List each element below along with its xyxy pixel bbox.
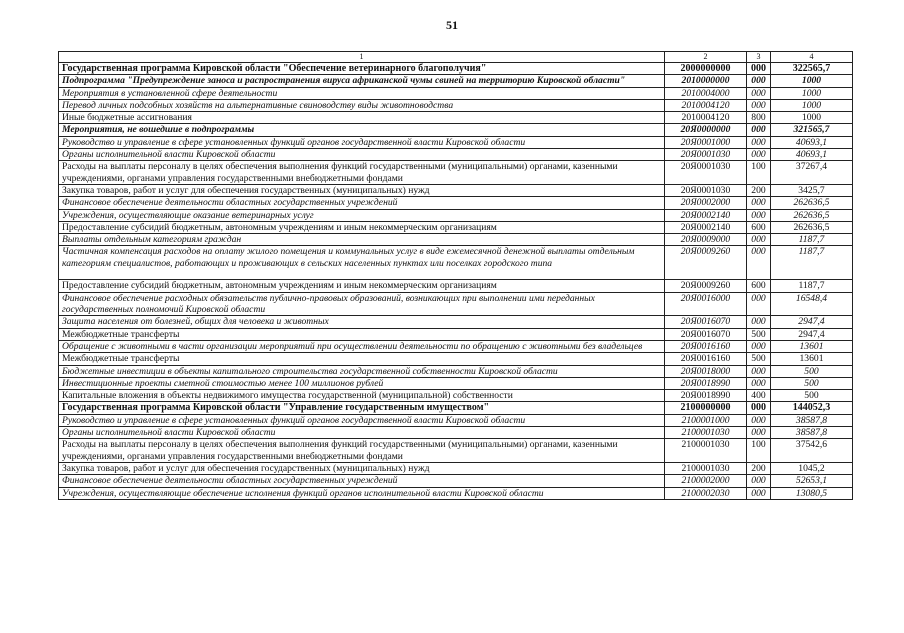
row-name-cell: Учреждения, осуществляющие обеспечение исполнения функций органов исполнительной власти Кировской области	[59, 487, 665, 499]
row-name-cell: Обращение с животными в части организации мероприятий при осуществлении деятельности по обращению с животными без владельцев	[59, 340, 665, 352]
row-amount-cell: 52653,1	[771, 475, 853, 487]
row-name-cell: Финансовое обеспечение деятельности областных государственных учреждений	[59, 475, 665, 487]
row-type-cell: 000	[747, 316, 771, 328]
row-type-cell: 100	[747, 439, 771, 463]
row-name-cell: Мероприятия в установленной сфере деятельности	[59, 87, 665, 99]
row-name-cell: Предоставление субсидий бюджетным, автономным учреждениям и иным некоммерческим организациям	[59, 221, 665, 233]
table-row	[59, 487, 853, 499]
row-amount-cell: 38587,8	[771, 427, 853, 439]
row-amount-cell: 322565,7	[771, 63, 853, 75]
row-amount-cell: 13601	[771, 340, 853, 352]
row-type-cell: 200	[747, 184, 771, 196]
row-type-cell: 200	[747, 462, 771, 474]
row-amount-cell: 40693,1	[771, 136, 853, 148]
row-code-cell: 20Я0001030	[665, 161, 747, 185]
row-type-cell: 000	[747, 136, 771, 148]
table-row	[59, 439, 853, 463]
table-row	[59, 124, 853, 136]
row-type-cell: 000	[747, 377, 771, 389]
row-type-cell: 000	[747, 475, 771, 487]
table-header-row	[59, 52, 853, 63]
row-amount-cell: 13080,5	[771, 487, 853, 499]
row-code-cell: 2100001030	[665, 462, 747, 474]
row-code-cell: 2010004120	[665, 99, 747, 111]
row-type-cell: 100	[747, 161, 771, 185]
table-row	[59, 161, 853, 185]
row-name-cell: Межбюджетные трансферты	[59, 353, 665, 365]
row-type-cell: 000	[747, 149, 771, 161]
header-col-1: 1	[59, 52, 665, 63]
row-name-cell: Учреждения, осуществляющие оказание ветеринарных услуг	[59, 209, 665, 221]
row-type-cell: 000	[747, 209, 771, 221]
table-row	[59, 414, 853, 426]
row-code-cell: 2000000000	[665, 63, 747, 75]
row-type-cell: 400	[747, 390, 771, 402]
row-type-cell: 000	[747, 234, 771, 246]
row-code-cell: 20Я0001000	[665, 136, 747, 148]
row-type-cell: 000	[747, 402, 771, 414]
row-amount-cell: 40693,1	[771, 149, 853, 161]
row-type-cell: 000	[747, 340, 771, 352]
row-amount-cell: 16548,4	[771, 292, 853, 316]
row-name-cell: Финансовое обеспечение расходных обязательств публично-правовых образований, возникающих при выполнении ими переданных государственных полномочий Кировской области	[59, 292, 665, 316]
row-name-cell: Государственная программа Кировской области "Обеспечение ветеринарного благополучия"	[59, 63, 665, 75]
header-col-3: 3	[747, 52, 771, 63]
table-row	[59, 353, 853, 365]
row-type-cell: 000	[747, 99, 771, 111]
row-name-cell: Иные бюджетные ассигнования	[59, 112, 665, 124]
row-code-cell: 20Я0002140	[665, 221, 747, 233]
row-amount-cell: 13601	[771, 353, 853, 365]
row-code-cell: 20Я0016000	[665, 292, 747, 316]
row-type-cell: 000	[747, 246, 771, 280]
row-code-cell: 20Я0009260	[665, 280, 747, 292]
row-amount-cell: 2947,4	[771, 328, 853, 340]
row-code-cell: 20Я0001030	[665, 149, 747, 161]
row-code-cell: 20Я0016070	[665, 328, 747, 340]
row-name-cell: Инвестиционные проекты сметной стоимостью менее 100 миллионов рублей	[59, 377, 665, 389]
budget-table	[58, 51, 853, 500]
row-name-cell: Государственная программа Кировской области "Управление государственным имуществом"	[59, 402, 665, 414]
row-amount-cell: 1000	[771, 87, 853, 99]
row-code-cell: 20Я0009260	[665, 246, 747, 280]
header-col-4: 4	[771, 52, 853, 63]
row-type-cell: 000	[747, 292, 771, 316]
table-row	[59, 340, 853, 352]
row-amount-cell: 262636,5	[771, 209, 853, 221]
row-type-cell: 600	[747, 221, 771, 233]
row-amount-cell: 500	[771, 365, 853, 377]
row-code-cell: 20Я0018000	[665, 365, 747, 377]
row-code-cell: 20Я0002140	[665, 209, 747, 221]
table-row	[59, 87, 853, 99]
row-name-cell: Бюджетные инвестиции в объекты капитального строительства государственной собственности Кировской области	[59, 365, 665, 377]
row-name-cell: Руководство и управление в сфере установленных функций органов государственной власти Кировской области	[59, 136, 665, 148]
row-amount-cell: 1000	[771, 112, 853, 124]
row-type-cell: 500	[747, 328, 771, 340]
table-row	[59, 75, 853, 87]
row-code-cell: 2010004120	[665, 112, 747, 124]
row-amount-cell: 1000	[771, 99, 853, 111]
table-row	[59, 209, 853, 221]
row-code-cell: 2100002030	[665, 487, 747, 499]
row-amount-cell: 1187,7	[771, 234, 853, 246]
table-row	[59, 234, 853, 246]
row-name-cell: Защита населения от болезней, общих для человека и животных	[59, 316, 665, 328]
row-amount-cell: 262636,5	[771, 221, 853, 233]
page-number: 51	[446, 18, 458, 32]
table-row	[59, 402, 853, 414]
row-code-cell: 2100001030	[665, 427, 747, 439]
row-type-cell: 000	[747, 414, 771, 426]
table-row	[59, 149, 853, 161]
row-code-cell: 2010004000	[665, 87, 747, 99]
table-row	[59, 221, 853, 233]
row-name-cell: Межбюджетные трансферты	[59, 328, 665, 340]
table-row	[59, 427, 853, 439]
row-code-cell: 2100001000	[665, 414, 747, 426]
row-amount-cell: 262636,5	[771, 197, 853, 209]
row-name-cell: Закупка товаров, работ и услуг для обеспечения государственных (муниципальных) нужд	[59, 184, 665, 196]
row-code-cell: 20Я0009000	[665, 234, 747, 246]
table-row	[59, 280, 853, 292]
table-row	[59, 475, 853, 487]
row-amount-cell: 3425,7	[771, 184, 853, 196]
row-code-cell: 2010000000	[665, 75, 747, 87]
row-amount-cell: 1000	[771, 75, 853, 87]
table-row	[59, 365, 853, 377]
row-amount-cell: 38587,8	[771, 414, 853, 426]
table-row	[59, 462, 853, 474]
table-row	[59, 99, 853, 111]
row-code-cell: 20Я0016070	[665, 316, 747, 328]
row-code-cell: 20Я0016160	[665, 340, 747, 352]
row-code-cell: 20Я0018990	[665, 377, 747, 389]
table-row	[59, 246, 853, 280]
row-type-cell: 000	[747, 365, 771, 377]
row-name-cell: Финансовое обеспечение деятельности областных государственных учреждений	[59, 197, 665, 209]
row-name-cell: Расходы на выплаты персоналу в целях обеспечения выполнения функций государственными (муниципальными) органами, казенными учреждениями, органами управления государственными внебюджетными фондами	[59, 439, 665, 463]
row-amount-cell: 37542,6	[771, 439, 853, 463]
row-name-cell: Расходы на выплаты персоналу в целях обеспечения выполнения функций государственными (муниципальными) органами, казенными учреждениями, органами управления государственными внебюджетными фондами	[59, 161, 665, 185]
row-amount-cell: 1187,7	[771, 246, 853, 280]
table-row	[59, 112, 853, 124]
row-type-cell: 000	[747, 75, 771, 87]
row-code-cell: 20Я0000000	[665, 124, 747, 136]
table-row	[59, 316, 853, 328]
row-code-cell: 2100001030	[665, 439, 747, 463]
row-type-cell: 000	[747, 87, 771, 99]
table-row	[59, 390, 853, 402]
row-name-cell: Капитальные вложения в объекты недвижимого имущества государственной (муниципальной) собственности	[59, 390, 665, 402]
row-name-cell: Закупка товаров, работ и услуг для обеспечения государственных (муниципальных) нужд	[59, 462, 665, 474]
row-amount-cell: 2947,4	[771, 316, 853, 328]
row-name-cell: Подпрограмма "Предупреждение заноса и распространения вируса африканской чумы свиней на территорию Кировской области"	[59, 75, 665, 87]
row-name-cell: Руководство и управление в сфере установленных функций органов государственной власти Кировской области	[59, 414, 665, 426]
row-name-cell: Предоставление субсидий бюджетным, автономным учреждениям и иным некоммерческим организациям	[59, 280, 665, 292]
table-row	[59, 328, 853, 340]
row-name-cell: Частичная компенсация расходов на оплату жилого помещения и коммунальных услуг в виде ежемесячной денежной выплаты отдельным категориям специалистов, работающих и проживающих в сельских населенных пунктах или поселках городского типа	[59, 246, 665, 280]
table-row	[59, 197, 853, 209]
row-type-cell: 000	[747, 427, 771, 439]
row-name-cell: Перевод личных подсобных хозяйств на альтернативные свиноводству виды животноводства	[59, 99, 665, 111]
row-amount-cell: 500	[771, 377, 853, 389]
row-amount-cell: 500	[771, 390, 853, 402]
row-type-cell: 000	[747, 63, 771, 75]
row-type-cell: 800	[747, 112, 771, 124]
row-code-cell: 20Я0018990	[665, 390, 747, 402]
row-name-cell: Органы исполнительной власти Кировской области	[59, 149, 665, 161]
row-name-cell: Выплаты отдельным категориям граждан	[59, 234, 665, 246]
row-type-cell: 500	[747, 353, 771, 365]
table-row	[59, 377, 853, 389]
row-type-cell: 000	[747, 197, 771, 209]
row-name-cell: Мероприятия, не вошедшие в подпрограммы	[59, 124, 665, 136]
row-amount-cell: 1187,7	[771, 280, 853, 292]
row-amount-cell: 1045,2	[771, 462, 853, 474]
row-code-cell: 20Я0001030	[665, 184, 747, 196]
row-code-cell: 20Я0002000	[665, 197, 747, 209]
table-row	[59, 63, 853, 75]
header-col-2: 2	[665, 52, 747, 63]
row-code-cell: 2100000000	[665, 402, 747, 414]
table-row	[59, 292, 853, 316]
row-type-cell: 000	[747, 487, 771, 499]
row-code-cell: 20Я0016160	[665, 353, 747, 365]
row-amount-cell: 321565,7	[771, 124, 853, 136]
row-amount-cell: 37267,4	[771, 161, 853, 185]
row-type-cell: 600	[747, 280, 771, 292]
table-row	[59, 136, 853, 148]
row-type-cell: 000	[747, 124, 771, 136]
row-amount-cell: 144052,3	[771, 402, 853, 414]
table-row	[59, 184, 853, 196]
row-code-cell: 2100002000	[665, 475, 747, 487]
row-name-cell: Органы исполнительной власти Кировской области	[59, 427, 665, 439]
